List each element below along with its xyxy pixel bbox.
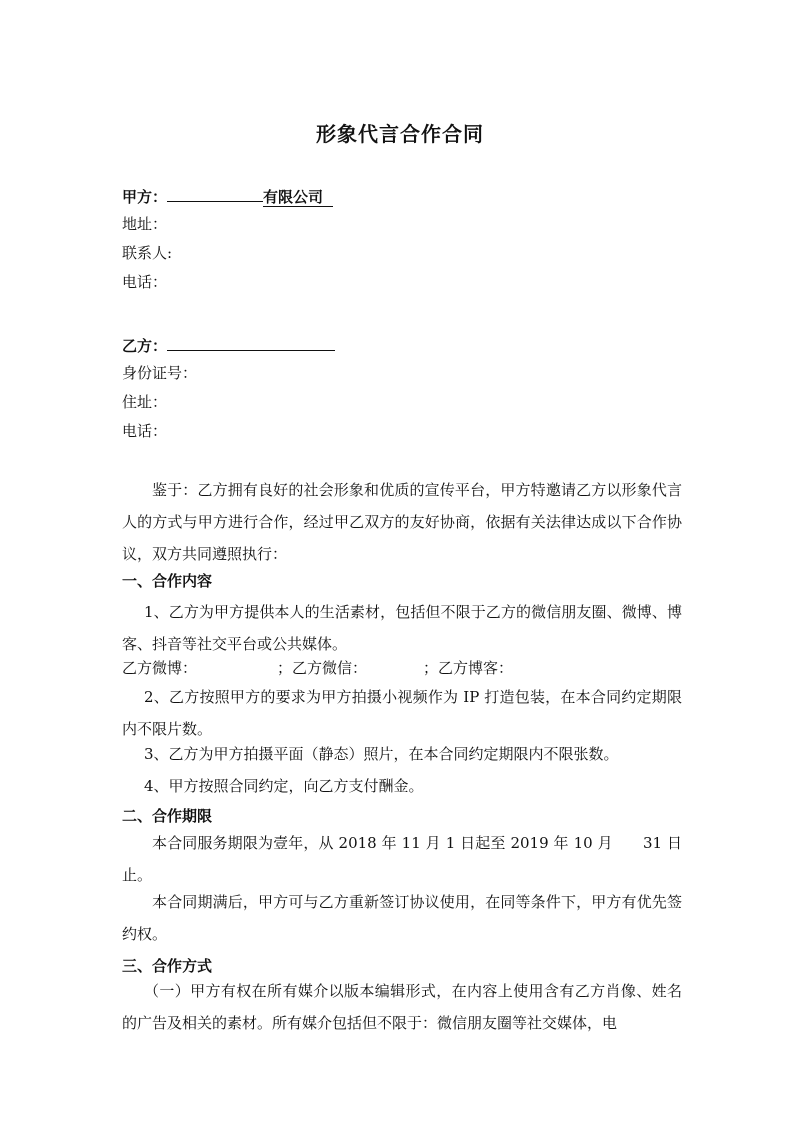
party-a-contact: 联系人: xyxy=(122,244,173,262)
section1-item4: 4、甲方按照合同约定，向乙方支付酬金。 xyxy=(144,777,424,795)
section2-heading: 二、合作期限 xyxy=(122,807,213,825)
party-a-name-blank xyxy=(167,184,263,202)
section2-para2: 本合同期满后，甲方可与乙方重新签订协议使用，在同等条件下，甲方有优先签约权。 xyxy=(122,893,682,943)
party-a-label: 甲方： xyxy=(122,188,168,206)
party-a-company-suffix: 有限公司 xyxy=(263,188,333,207)
contract-title: 形象代言合作合同 xyxy=(316,122,484,146)
party-b-name-blank xyxy=(167,333,335,351)
party-b-line xyxy=(122,333,335,356)
social-accounts-row xyxy=(122,657,513,678)
party-b-residence: 住址： xyxy=(122,393,168,411)
weibo-label: 乙方微博： xyxy=(122,659,198,677)
party-a-phone: 电话： xyxy=(122,273,168,291)
section2-para1: 本合同服务期限为壹年，从 2018 年 11 月 1 日起至 2019 年 10 月 31 日止。 xyxy=(122,834,682,884)
preamble-paragraph: 鉴于：乙方拥有良好的社会形象和优质的宣传平台，甲方特邀请乙方以形象代言人的方式与甲方进行合作，经过甲乙双方的友好协商，依据有关法律达成以下合作协议，双方共同遵照执行： xyxy=(122,481,682,563)
party-b-label: 乙方： xyxy=(122,337,168,355)
section1-item2: 2、乙方按照甲方的要求为甲方拍摄小视频作为 IP 打造包装，在本合同约定期限内不限片数。 xyxy=(122,688,682,738)
party-a-address: 地址： xyxy=(122,215,168,233)
section1-heading: 一、合作内容 xyxy=(122,572,213,590)
section1-item1: 1、乙方为甲方提供本人的生活素材，包括但不限于乙方的微信朋友圈、微博、博客、抖音等社交平台或公共媒体。 xyxy=(122,603,682,653)
party-b-phone: 电话： xyxy=(122,422,168,440)
party-a-line xyxy=(122,184,333,207)
section3-heading: 三、合作方式 xyxy=(122,957,213,975)
section1-item3: 3、乙方为甲方拍摄平面（静态）照片，在本合同约定期限内不限张数。 xyxy=(144,745,619,763)
wechat-label: ；乙方微信： xyxy=(277,659,368,677)
party-b-id-number: 身份证号： xyxy=(122,364,198,382)
blog-label: ；乙方博客： xyxy=(423,659,514,677)
section3-para1: （一）甲方有权在所有媒介以版本编辑形式，在内容上使用含有乙方肖像、姓名的广告及相关的素材。所有媒介包括但不限于：微信朋友圈等社交媒体，电 xyxy=(122,982,682,1032)
